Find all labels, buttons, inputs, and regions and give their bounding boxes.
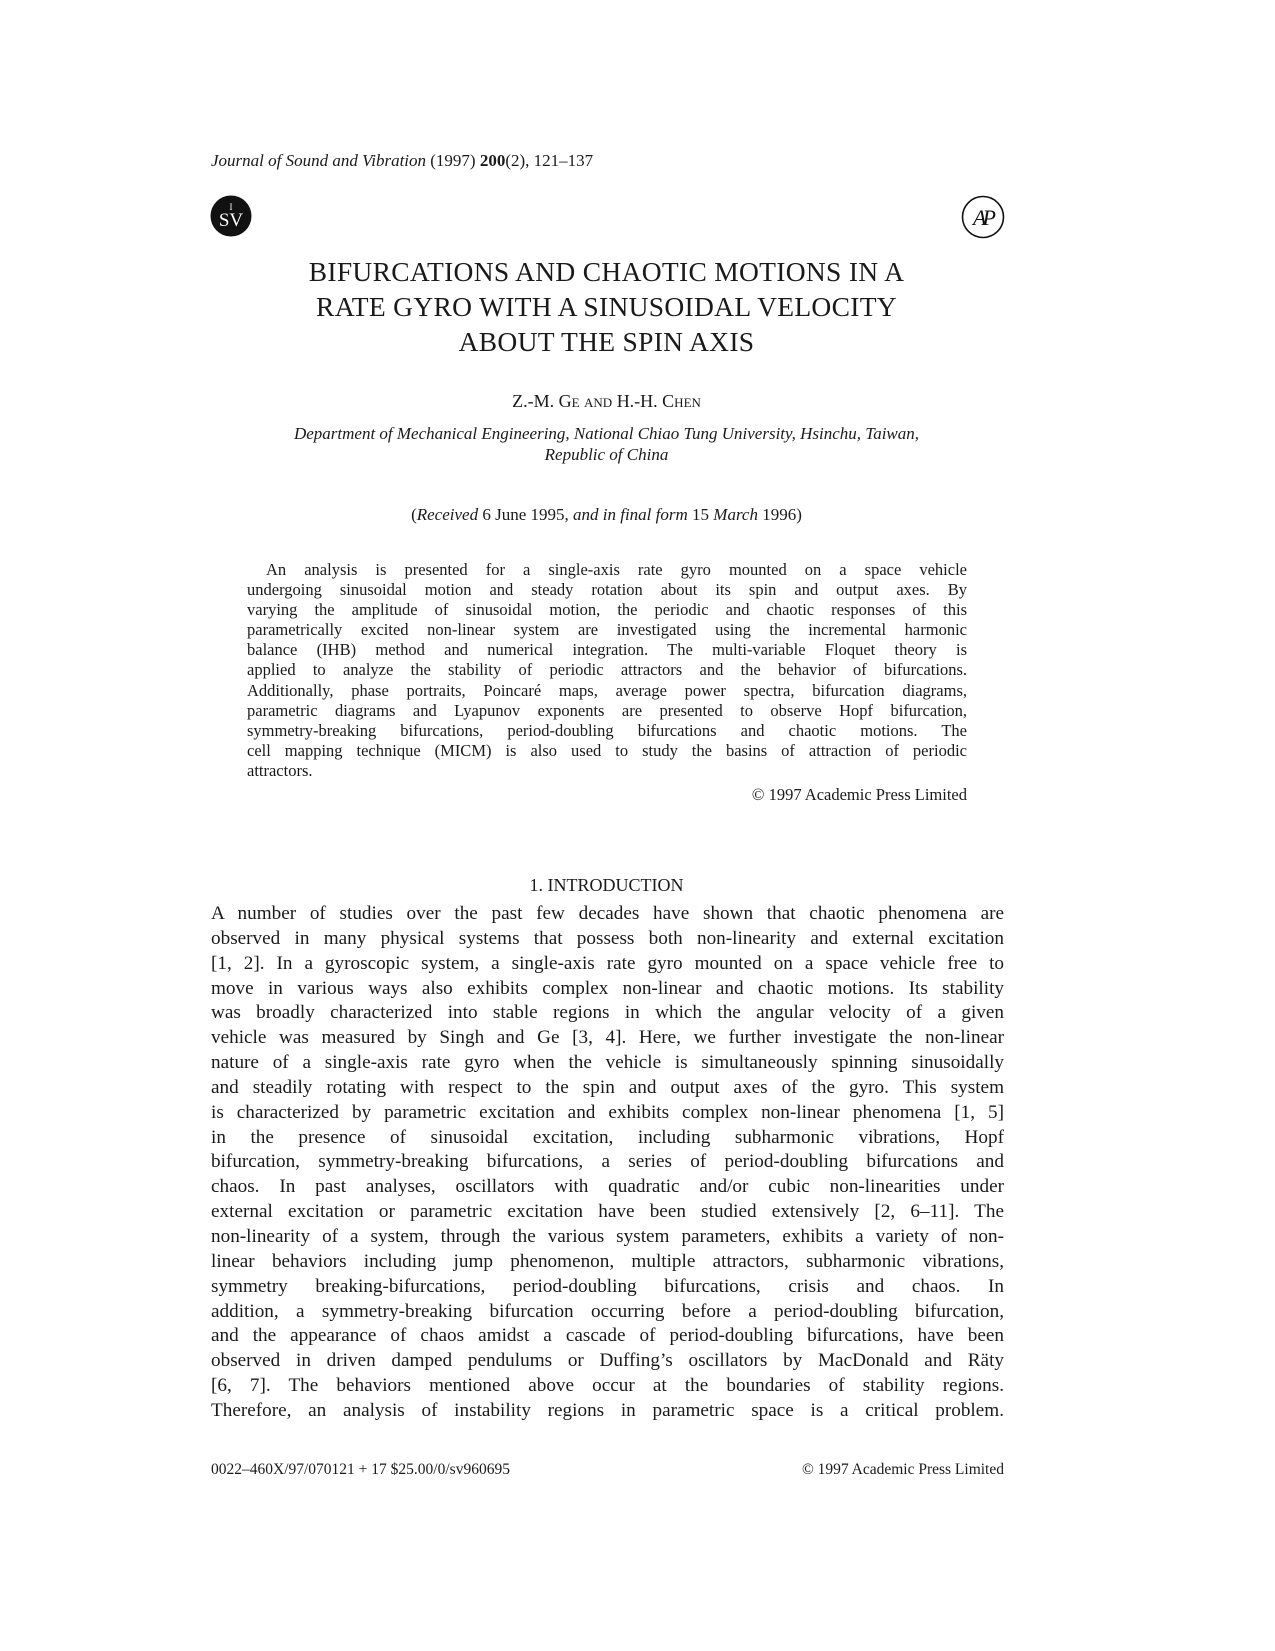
abstract	[247, 560, 967, 781]
introduction-body	[211, 902, 1004, 1424]
body-line: bifurcation, symmetry-breaking bifurcations, a series of period-doubling bifurcations and	[211, 1151, 1004, 1173]
affiliation-line: Department of Mechanical Engineering, National Chiao Tung University, Hsinchu, Taiwan,	[293, 424, 920, 443]
received-open-paren: (	[411, 505, 417, 524]
body-line: and steadily rotating with respect to the spin and output axes of the gyro. This system	[211, 1076, 1004, 1098]
sv-logo-icon	[210, 195, 252, 237]
title-line: RATE GYRO WITH A SINUSOIDAL VELOCITY	[316, 291, 897, 322]
body-line: [6, 7]. The behaviors mentioned above occur at the boundaries of stability regions.	[211, 1375, 1004, 1397]
journal-volume: 200	[479, 151, 506, 170]
author-name: H.-H. Chen	[616, 391, 701, 411]
ap-logo-text: AP	[973, 205, 992, 230]
received-year: 1995,	[530, 505, 569, 524]
body-line: was broadly characterized into stable regions in which the angular velocity of a given	[211, 1002, 1004, 1024]
body-line: addition, a symmetry-breaking bifurcation occurring before a period-doubling bifurcation,	[211, 1300, 1004, 1322]
section-heading: 1. INTRODUCTION	[529, 875, 684, 895]
received-dates	[200, 504, 1013, 525]
body-line: move in various ways also exhibits complex non-linear and chaotic motions. Its stability	[211, 977, 1004, 999]
body-line: external excitation or parametric excitation have been studied extensively [2, 6–11]. The	[211, 1201, 1004, 1223]
abstract-copyright: © 1997 Academic Press Limited	[751, 785, 967, 804]
body-line: A number of studies over the past few decades have shown that chaotic phenomena are	[211, 903, 1004, 924]
author-conjunction: and	[584, 391, 613, 411]
body-line: observed in driven damped pendulums or Duffing’s oscillators by MacDonald and Räty	[211, 1350, 1004, 1372]
journal-name: Journal of Sound and Vibration	[211, 151, 427, 170]
body-line: observed in many physical systems that possess both non-linearity and external excitation	[211, 927, 1004, 949]
affiliation-line: Republic of China	[544, 445, 669, 464]
abstract-line: An analysis is presented for a single-axis rate gyro mounted on a space vehicle	[266, 560, 967, 579]
journal-reference	[211, 151, 593, 171]
title-line: BIFURCATIONS AND CHAOTIC MOTIONS IN A	[308, 256, 905, 287]
abstract-line: applied to analyze the stability of periodic attractors and the behavior of bifurcations.	[247, 660, 967, 680]
body-line: symmetry breaking-bifurcations, period-doubling bifurcations, crisis and chaos. In	[211, 1275, 1004, 1297]
body-line: in the presence of sinusoidal excitation, including subharmonic vibrations, Hopf	[211, 1126, 1004, 1148]
abstract-line: undergoing sinusoidal motion and steady rotation about its spin and output axes. By	[247, 580, 967, 600]
body-line: chaos. In past analyses, oscillators with quadratic and/or cubic non-linearities under	[211, 1176, 1004, 1198]
journal-issue-pages: (2), 121–137	[505, 151, 594, 170]
body-line: and the appearance of chaos amidst a cascade of period-doubling bifurcations, have been	[211, 1325, 1004, 1347]
abstract-line: parametrically excited non-linear system are investigated using the incremental harmonic	[247, 620, 967, 640]
body-line: is characterized by parametric excitation and exhibits complex non-linear phenomena [1, 5]	[211, 1101, 1004, 1123]
journal-year: (1997)	[430, 151, 476, 170]
body-line: linear behaviors including jump phenomenon, multiple attractors, subharmonic vibrations,	[211, 1250, 1004, 1272]
abstract-line: symmetry-breaking bifurcations, period-doubling bifurcations and chaotic motions. The	[247, 720, 967, 740]
received-label: Received	[416, 505, 479, 524]
final-form-month: March	[713, 505, 758, 524]
author-list	[200, 390, 1013, 412]
footer-copyright: © 1997 Academic Press Limited	[801, 1461, 1004, 1478]
body-line: [1, 2]. In a gyroscopic system, a single-axis rate gyro mounted on a space vehicle free to	[211, 952, 1004, 974]
body-line: Therefore, an analysis of instability regions in parametric space is a critical problem.	[211, 1399, 1004, 1421]
abstract-line: varying the amplitude of sinusoidal motion, the periodic and chaotic responses of this	[247, 600, 967, 620]
abstract-line: parametric diagrams and Lyapunov exponents are presented to observe Hopf bifurcation,	[247, 700, 967, 720]
paper-title	[200, 254, 1013, 359]
sv-logo-top-text: I	[229, 202, 233, 212]
ap-logo-icon	[961, 195, 1005, 239]
received-date: 6 June	[482, 505, 527, 524]
body-line: vehicle was measured by Singh and Ge [3, 4]. Here, we further investigate the non-linear	[211, 1027, 1004, 1049]
final-form-day: 15	[692, 505, 710, 524]
final-form-year: 1996)	[762, 505, 802, 524]
affiliation	[200, 423, 1013, 465]
abstract-line: balance (IHB) method and numerical integration. The multi-variable Floquet theory is	[247, 640, 967, 660]
abstract-line: Additionally, phase portraits, Poincaré maps, average power spectra, bifurcation diagrams,	[247, 680, 967, 700]
footer-code: 0022–460X/97/070121 + 17 $25.00/0/sv960695	[211, 1461, 510, 1478]
sv-logo-main-text: SV	[218, 210, 244, 231]
body-line: nature of a single-axis rate gyro when the vehicle is simultaneously spinning sinusoidally	[211, 1052, 1004, 1074]
title-line: ABOUT THE SPIN AXIS	[458, 326, 755, 357]
abstract-line: attractors.	[247, 760, 313, 780]
abstract-line: cell mapping technique (MICM) is also used to study the basins of attraction of periodic	[247, 740, 967, 760]
body-line: non-linearity of a system, through the various system parameters, exhibits a variety of non-	[211, 1225, 1004, 1247]
final-form-label: and in final form	[573, 505, 688, 524]
author-name: Z.-M. Ge	[512, 391, 580, 411]
